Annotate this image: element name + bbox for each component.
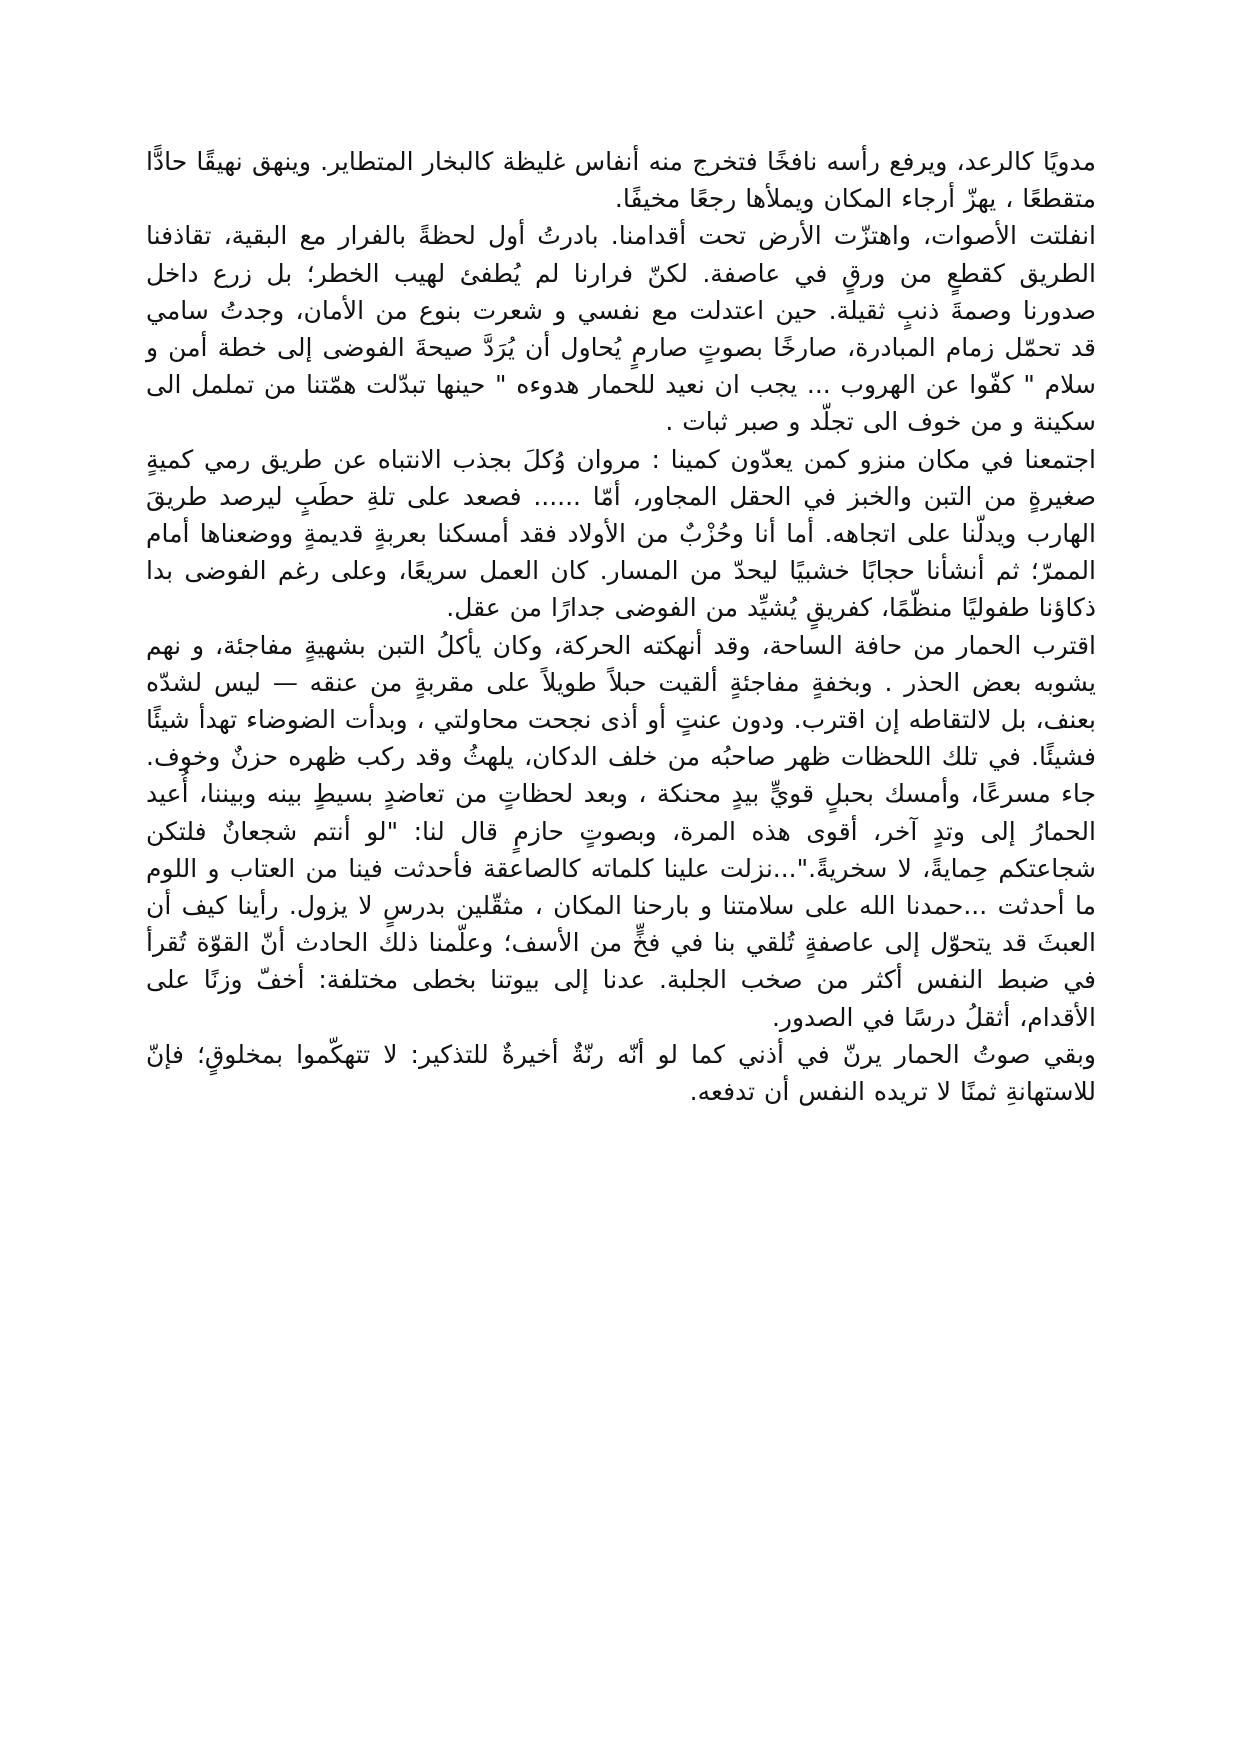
paragraph-ambush-plan: اجتمعنا في مكان منزو كمن يعدّون كمينا : مروان وُكلَ بجذب الانتباه عن طريق رمي كميةٍ صغيرةٍ من التبن والخبز في الحقل المجاور، أمّا ...... فصعد على تلةِ حطَبٍ ليرصد طريقَ الهارب ويدلّنا على اتجاهه. أما أنا وحُزْبٌ من الأولاد فقد أمسكنا بعربةٍ قديمةٍ ووضعناها أمام الممرّ؛ ثم أنشأنا حجابًا خشبيًا ليحدّ من المسار. كان العمل سريعًا، وعلى رغم الفوضى بدا ذكاؤنا طفوليًا منظّمًا، كفريقٍ يُشيِّد من الفوضى جدارًا من عقل. [146,444,1096,623]
body-text [146,143,1096,1110]
paragraph-closing-moral: وبقي صوتُ الحمار يرنّ في أذني كما لو أنّه رنّةٌ أخيرةٌ للتذكير: لا تتهكّموا بمخلوقٍ؛ فإنّ للاستهانةِ ثمنًا لا تريده النفس أن تدفعه. [146,1039,1096,1107]
paragraph-flight-and-sami: انفلتت الأصوات، واهتزّت الأرض تحت أقدامنا. بادرتُ أول لحظةً بالفرار مع البقية، تقاذفنا الطريق كقطعٍ من ورقٍ في عاصفة. لكنّ فرارنا لم يُطفئ لهيب الخطر؛ بل زرع داخل صدورنا وصمةَ ذنبٍ ثقيلة. حين اعتدلت مع نفسي و شعرت بنوع من الأمان، وجدتُ سامي قد تحمّل زمام المبادرة، صارخًا بصوتٍ صارمٍ يُحاول أن يُرَدَّ صيحةَ الفوضى إلى خطة أمن و سلام " كفّوا عن الهروب ... يجب ان نعيد للحمار هدوءه " حينها تبدّلت همّتنا من تململ الى سكينة و من خوف الى تجلّد و صبر ثبات . [146,221,1096,437]
paragraph-capture-and-lesson: اقترب الحمار من حافة الساحة، وقد أنهكته الحركة، وكان يأكلُ التبن بشهيةٍ مفاجئة، و نهم يشوبه بعض الحذر . وبخفةٍ مفاجئةٍ ألقيت حبلاً طويلاً على مقربةٍ من عنقه — ليس لشدّه بعنف، بل لالتقاطه إن اقترب. ودون عنتٍ أو أذى نجحت محاولتي ، وبدأت الضوضاء تهدأ شيئًا فشيئًا. في تلك اللحظات ظهر صاحبُه من خلف الدكان، يلهثُ وقد ركب ظهره حزنٌ وخوف. جاء مسرعًا، وأمسك بحبلٍ قويٍّ بيدٍ محنكة ، وبعد لحظاتٍ من تعاضدٍ بسيطٍ بينه وبيننا، أُعيد الحمارُ إلى وتدٍ آخر، أقوى هذه المرة، وبصوتٍ حازمٍ قال لنا: "لو أنتم شجعانٌ فلتكن شجاعتكم حِمايةً، لا سخريةً."...نزلت علينا كلماته كالصاعقة فأحدثت فينا من العتاب و اللوم ما أحدثت ...حمدنا الله على سلامتنا و بارحنا المكان ، مثقّلين بدرسٍ لا يزول. رأينا كيف أن العبثَ قد يتحوّل إلى عاصفةٍ تُلقي بنا في فخٍّ من الأسف؛ وعلّمنا ذلك الحادث أنّ القوّة تُقرأ في ضبط النفس أكثر من صخب الجلبة. عدنا إلى بيوتنا بخطى مختلفة: أخفّ وزنًا على الأقدام، أثقلُ درسًا في الصدور. [146,630,1096,1032]
paragraph-braying-donkey: مدويًا كالرعد، ويرفع رأسه نافخًا فتخرج منه أنفاس غليظة كالبخار المتطاير. وينهق نهيقًا حادًّا متقطعًا ، يهزّ أرجاء المكان ويملأها رجعًا مخيفًا. [146,147,1096,214]
